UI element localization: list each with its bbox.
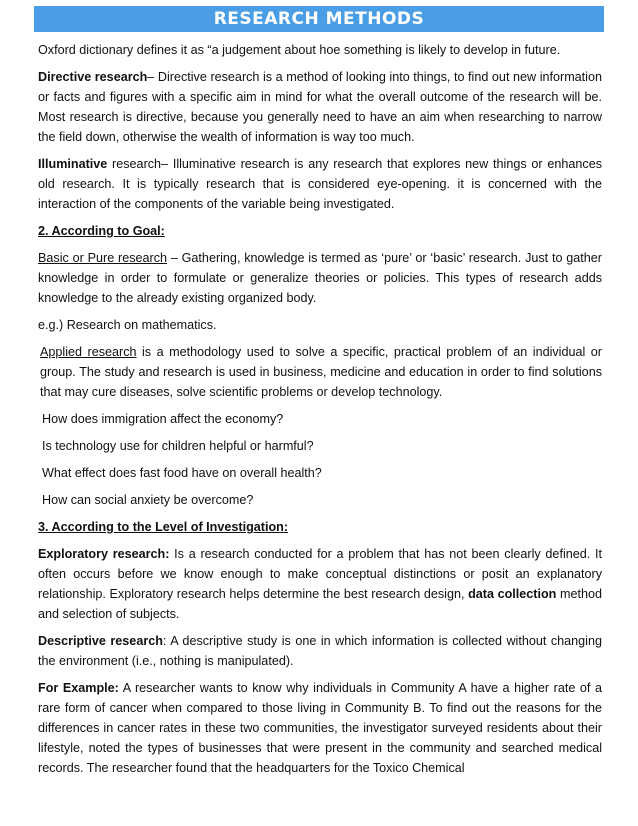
illuminative-term: Illuminative bbox=[38, 157, 108, 171]
exploratory-term: Exploratory research: bbox=[38, 547, 170, 561]
example-paragraph bbox=[38, 678, 602, 778]
example-text: A researcher wants to know why individuals in Community A have a higher rate of a rare form of cancer when compared to those living in Community B. To find out the reasons for the differences in cancer rates in these two communities, the investigator surveyed residents about their lifestyle, noted the types of businesses that were present in the community and searched medical records. The researcher found that the headquarters for the Toxico Chemical bbox=[38, 681, 602, 775]
descriptive-text: : A descriptive study is one in which information is collected without changing the environment (i.e., nothing is manipulated). bbox=[38, 634, 602, 668]
intro-paragraph: Oxford dictionary defines it as “a judgement about hoe something is likely to develop in future. bbox=[38, 43, 561, 57]
directive-text: – Directive research is a method of looking into things, to find out new information or facts and figures with a specific aim in mind for what the overall outcome of the research will be. Most research is directive, because you generally need to have an aim when researching to narrow the field down, otherwise the wealth of information is way too much. bbox=[38, 70, 602, 144]
directive-term: Directive research bbox=[38, 70, 148, 84]
directive-paragraph bbox=[38, 67, 602, 147]
applied-term: Applied research bbox=[40, 345, 137, 359]
exploratory-paragraph bbox=[38, 544, 602, 624]
math-example: e.g.) Research on mathematics. bbox=[38, 318, 217, 332]
exploratory-tail: method and selection of subjects. bbox=[38, 587, 602, 621]
title-banner bbox=[34, 6, 604, 32]
basic-paragraph bbox=[38, 248, 602, 308]
illuminative-text: research– Illuminative research is any research that explores new things or enhances old research. It is typically research that is considered eye-opening. it is concerned with the interaction of the components of the variable being investigated. bbox=[38, 157, 602, 211]
level-heading: 3. According to the Level of Investigation: bbox=[38, 520, 289, 534]
question-item: How does immigration affect the economy? bbox=[42, 412, 284, 426]
applied-paragraph bbox=[38, 342, 602, 402]
question-item: How can social anxiety be overcome? bbox=[42, 493, 254, 507]
goal-heading: 2. According to Goal: bbox=[38, 224, 165, 238]
document-body bbox=[38, 40, 602, 785]
page-title: RESEARCH METHODS bbox=[213, 9, 425, 29]
basic-text: – Gathering, knowledge is termed as ‘pure’ or ‘basic’ research. Just to gather knowledge in order to formulate or generalize theories or policies. This types of research adds knowledge to the already existing organized body. bbox=[38, 251, 602, 305]
example-term: For Example: bbox=[38, 681, 119, 695]
illuminative-paragraph bbox=[38, 154, 602, 214]
data-collection-term: data collection bbox=[468, 587, 557, 601]
basic-term: Basic or Pure research bbox=[38, 251, 168, 265]
descriptive-paragraph bbox=[38, 631, 602, 671]
applied-text: is a methodology used to solve a specific, practical problem of an individual or group. The study and research is used in business, medicine and education in order to find solutions that may cure diseases, solve scientific problems or develop technology. bbox=[40, 345, 602, 399]
exploratory-text: Is a research conducted for a problem that has not been clearly defined. It often occurs before we know enough to make conceptual distinctions or posit an explanatory relationship. Exploratory research helps determine the best research design, bbox=[38, 547, 602, 601]
descriptive-term: Descriptive research bbox=[38, 634, 163, 648]
question-item: Is technology use for children helpful or harmful? bbox=[42, 439, 314, 453]
question-item: What effect does fast food have on overall health? bbox=[42, 466, 322, 480]
